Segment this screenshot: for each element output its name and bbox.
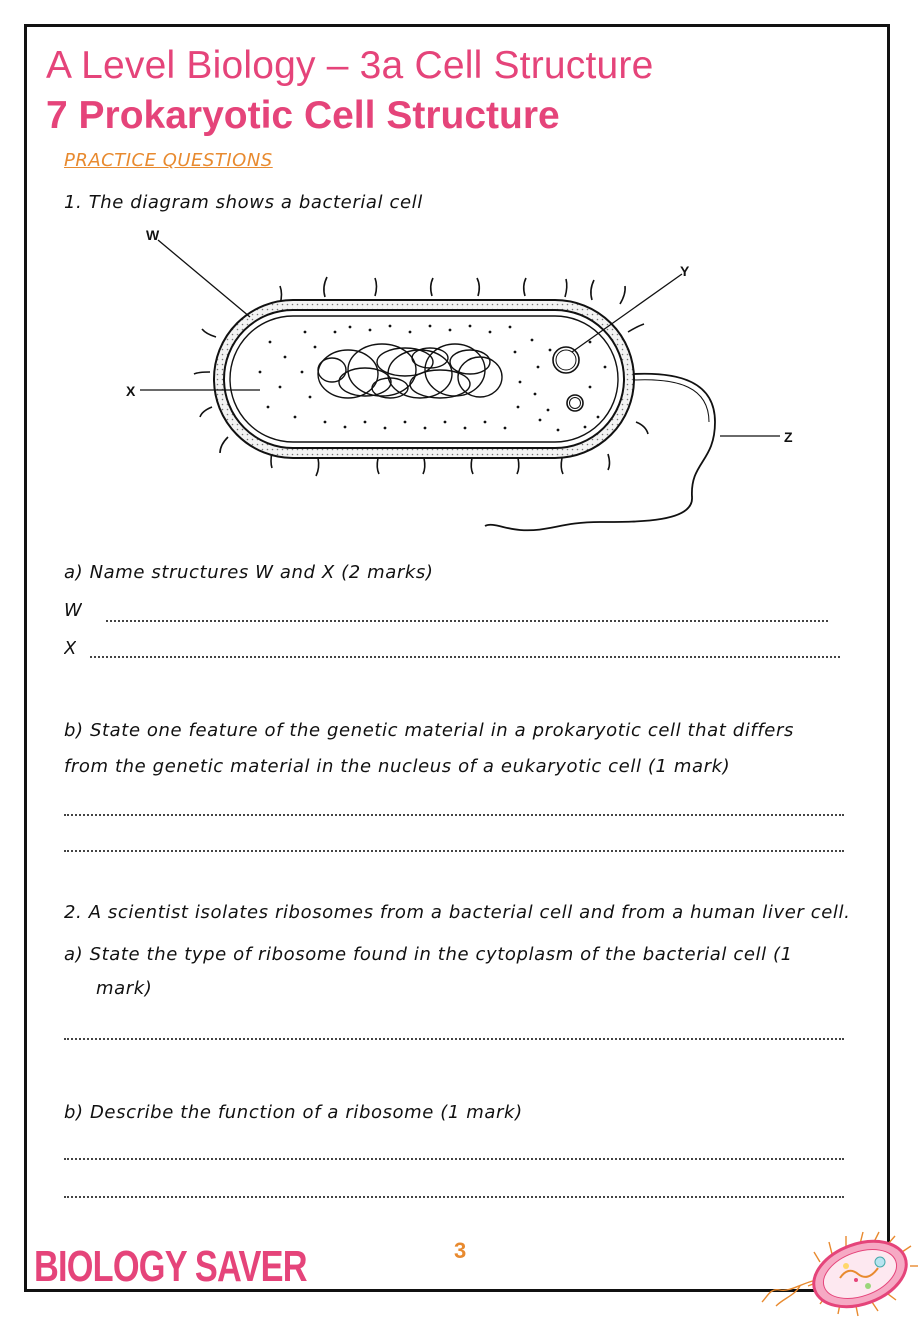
label-w: W — [146, 227, 160, 243]
question-1b-line2: from the genetic material in the nucleus of a eukaryotic cell (1 mark) — [64, 756, 731, 777]
bacterial-cell-diagram — [120, 222, 810, 557]
brand-logo-text: BIOLOGY SAVER — [34, 1242, 307, 1291]
answer-line-x[interactable] — [90, 656, 840, 658]
page-number: 3 — [454, 1238, 467, 1263]
answer-line-2b-1[interactable] — [64, 1158, 844, 1160]
page-subtitle: 7 Prokaryotic Cell Structure — [46, 94, 560, 137]
answer-line-2b-2[interactable] — [64, 1196, 844, 1198]
question-2a-line1: a) State the type of ribosome found in the cytoplasm of the bacterial cell (1 — [64, 944, 793, 965]
label-z: Z — [784, 429, 793, 445]
answer-line-2a[interactable] — [64, 1038, 844, 1040]
question-2a-line2: mark) — [96, 978, 153, 999]
question-1b-line1: b) State one feature of the genetic material in a prokaryotic cell that differs — [64, 720, 794, 741]
question-1-prompt: 1. The diagram shows a bacterial cell — [64, 192, 423, 213]
question-2-prompt: 2. A scientist isolates ribosomes from a bacterial cell and from a human liver cell. — [64, 902, 851, 923]
question-1a-prompt: a) Name structures W and X (2 marks) — [64, 562, 434, 583]
cell-membrane — [230, 316, 618, 442]
answer-x-label: X — [64, 638, 77, 659]
section-label: PRACTICE QUESTIONS — [64, 150, 273, 171]
bacterium-logo-icon — [760, 1222, 918, 1324]
label-y: Y — [680, 263, 690, 279]
label-x: X — [126, 383, 136, 399]
answer-line-1b-1[interactable] — [64, 814, 844, 816]
answer-line-1b-2[interactable] — [64, 850, 844, 852]
question-2b-prompt: b) Describe the function of a ribosome (1 mark) — [64, 1102, 523, 1123]
page-title: A Level Biology – 3a Cell Structure — [46, 44, 654, 87]
answer-line-w[interactable] — [106, 620, 828, 622]
answer-w-label: W — [64, 600, 82, 621]
